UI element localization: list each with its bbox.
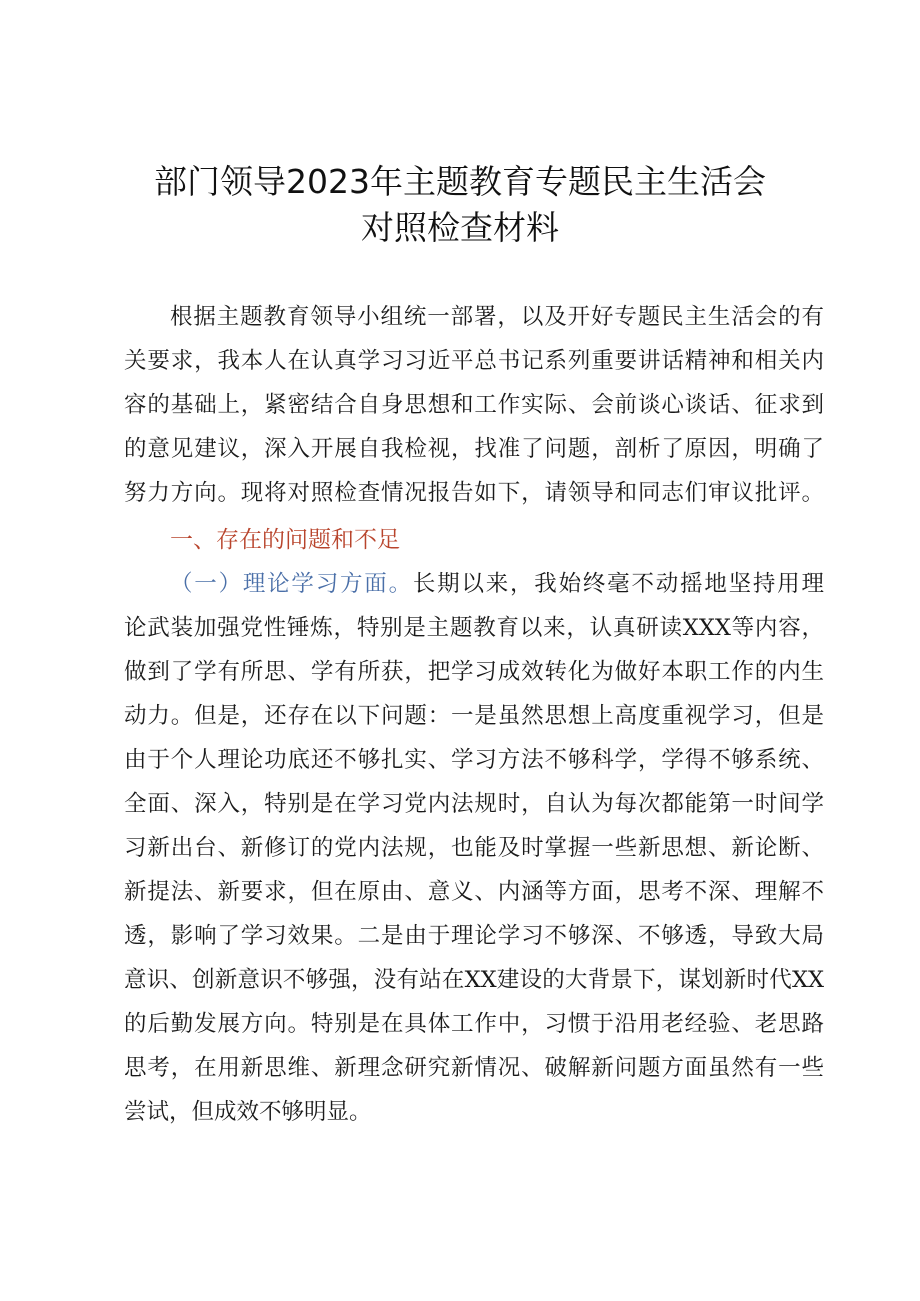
body-line: 全面、深入，特别是在学习党内法规时，自认为每次都能第一时间学 xyxy=(124,791,824,817)
document-title-line2: 对照检查材料 xyxy=(361,208,559,247)
intro-line: 的意见建议，深入开展自我检视，找准了问题，剖析了原因，明确了 xyxy=(124,436,824,462)
document-title-line1: 部门领导2023年主题教育专题民主生活会 xyxy=(154,162,766,201)
body-line: 思考，在用新思维、新理念研究新情况、破解新问题方面虽然有一些 xyxy=(124,1055,824,1081)
subsection-first-line-text: 长期以来，我始终毫不动摇地坚持用理 xyxy=(412,571,824,597)
intro-line: 根据主题教育领导小组统一部署，以及开好专题民主生活会的有 xyxy=(170,304,824,330)
section-heading: 一、存在的问题和不足 xyxy=(170,527,400,553)
body-line: 的后勤发展方向。特别是在具体工作中，习惯于沿用老经验、老思路 xyxy=(124,1011,824,1037)
body-line: 尝试，但成效不够明显。 xyxy=(124,1099,372,1125)
intro-line: 努力方向。现将对照检查情况报告如下，请领导和同志们审议批评。 xyxy=(124,480,824,506)
body-line: 透，影响了学习效果。二是由于理论学习不够深、不够透，导致大局 xyxy=(124,923,824,949)
intro-line: 容的基础上，紧密结合自身思想和工作实际、会前谈心谈话、征求到 xyxy=(124,392,824,418)
body-line: 意识、创新意识不够强，没有站在XX建设的大背景下，谋划新时代XX xyxy=(124,967,824,993)
body-line: 习新出台、新修订的党内法规，也能及时掌握一些新思想、新论断、 xyxy=(124,835,824,861)
body-line: 由于个人理论功底还不够扎实、学习方法不够科学，学得不够系统、 xyxy=(124,747,824,773)
body-line: 动力。但是，还存在以下问题：一是虽然思想上高度重视学习，但是 xyxy=(124,703,824,729)
intro-line: 关要求，我本人在认真学习习近平总书记系列重要讲话精神和相关内 xyxy=(124,348,824,374)
body-line: 新提法、新要求，但在原由、意义、内涵等方面，思考不深、理解不 xyxy=(124,879,824,905)
subsection-lead: （一）理论学习方面。 xyxy=(170,571,413,597)
body-line: 论武装加强党性锤炼，特别是主题教育以来，认真研读XXX等内容， xyxy=(124,615,824,641)
body-line: 做到了学有所思、学有所获，把学习成效转化为做好本职工作的内生 xyxy=(124,659,824,685)
subsection-first-line xyxy=(170,564,824,604)
